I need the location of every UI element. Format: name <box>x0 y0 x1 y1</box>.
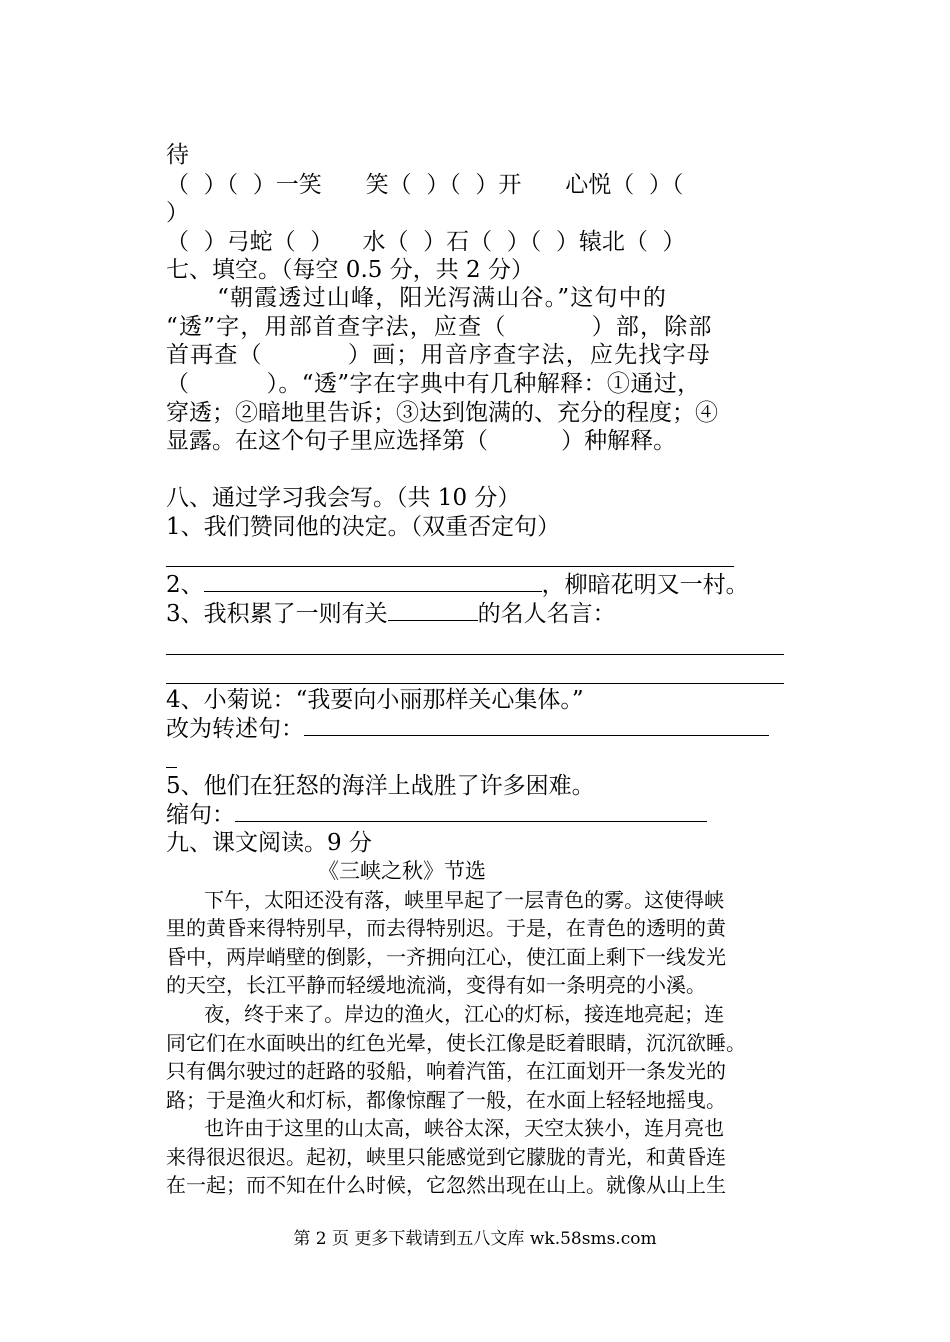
question-4-answer-row <box>166 715 769 743</box>
question-3-suffix: 的名人名言： <box>477 601 616 627</box>
question-5: 5、他们在狂怒的海洋上战胜了许多困难。 <box>166 773 595 799</box>
question-2 <box>166 571 749 599</box>
question-4: 4、小菊说：“我要向小丽那样关心集体。” <box>166 687 584 713</box>
question-3 <box>166 600 616 628</box>
idiom-line-dai: 待 <box>166 142 189 168</box>
reading-line: 昏中，两岸峭壁的倒影，一齐拥向江心，使江面上剩下一线发光 <box>166 945 726 969</box>
question-2-suffix: ，柳暗花明又一村。 <box>541 572 749 598</box>
answer-line-1[interactable] <box>166 566 734 567</box>
question-4-label: 改为转述句： <box>166 716 304 742</box>
reading-line: 夜，终于来了。岸边的渔火，江心的灯标，接连地亮起；连 <box>166 1002 725 1026</box>
reading-line: 路；于是渔火和灯标，都像惊醒了一般，在水面上轻轻地摇曳。 <box>166 1088 726 1112</box>
section7-paragraph-line: 首再查（ ）画；用音序查字法，应先找字母 <box>166 342 711 368</box>
reading-line: 来得很迟很迟。起初，峡里只能感觉到它朦胧的青光，和黄昏连 <box>166 1145 726 1169</box>
question-1: 1、我们赞同他的决定。（双重否定句） <box>166 514 561 540</box>
section8-heading: 八、通过学习我会写。（共 10 分） <box>166 485 521 511</box>
reading-line: 也许由于这里的山太高，峡谷太深，天空太狭小，连月亮也 <box>166 1116 725 1140</box>
reading-line: 里的黄昏来得特别早，而去得特别迟。于是，在青色的透明的黄 <box>166 916 726 940</box>
question-5-label: 缩句： <box>166 802 235 828</box>
question-5-answer-row <box>166 801 707 829</box>
section9-heading: 九、课文阅读。9 分 <box>166 830 372 856</box>
answer-blank-2[interactable] <box>204 571 542 592</box>
reading-line: 只有偶尔驶过的赶路的驳船，响着汽笛，在江面划开一条发光的 <box>166 1059 726 1083</box>
section7-paragraph-line: 显露。在这个句子里应选择第（ ）种解释。 <box>166 428 677 454</box>
question-2-prefix: 2、 <box>166 572 204 598</box>
answer-blank-4-overflow <box>166 767 177 768</box>
section7-paragraph-line: “透”字，用部首查字法，应查（ ）部，除部 <box>166 314 713 340</box>
reading-line: 下午，太阳还没有落，峡里早起了一层青色的雾。这使得峡 <box>166 888 725 912</box>
answer-line-3a[interactable] <box>166 654 784 655</box>
answer-blank-5[interactable] <box>235 801 707 822</box>
reading-line: 同它们在水面映出的红色光晕，使长江像是眨着眼睛，沉沉欲睡。 <box>166 1031 746 1055</box>
question-3-prefix: 3、我积累了一则有关 <box>166 601 388 627</box>
section7-paragraph-line: （ ）。“透”字在字典中有几种解释：①通过， <box>166 371 701 397</box>
reading-line: 的天空，长江平静而轻缓地流淌，变得有如一条明亮的小溪。 <box>166 973 706 997</box>
idiom-line-2: （ ）弓蛇（ ） 水（ ）石（ ）（ ）辕北（ ） <box>166 229 686 255</box>
idiom-line-1b: ） <box>166 200 189 226</box>
page-footer: 第 2 页 更多下载请到五八文库 wk.58sms.com <box>293 1229 657 1249</box>
section7-paragraph-line: “朝霞透过山峰，阳光泻满山谷。”这句中的 <box>166 285 668 311</box>
reading-line: 在一起；而不知在什么时候，它忽然出现在山上。就像从山上生 <box>166 1173 726 1197</box>
reading-title: 《三峡之秋》节选 <box>318 859 486 883</box>
answer-blank-3-topic[interactable] <box>388 600 478 621</box>
section7-paragraph-line: 穿透；②暗地里告诉；③达到饱满的、充分的程度；④ <box>166 400 718 426</box>
idiom-line-1: （ ）（ ）一笑 笑（ ）（ ）开 心悦（ ）（ <box>166 172 684 198</box>
answer-blank-4[interactable] <box>304 715 769 736</box>
answer-line-3b[interactable] <box>166 683 784 684</box>
section7-heading: 七、填空。（每空 0.5 分，共 2 分） <box>166 257 534 283</box>
